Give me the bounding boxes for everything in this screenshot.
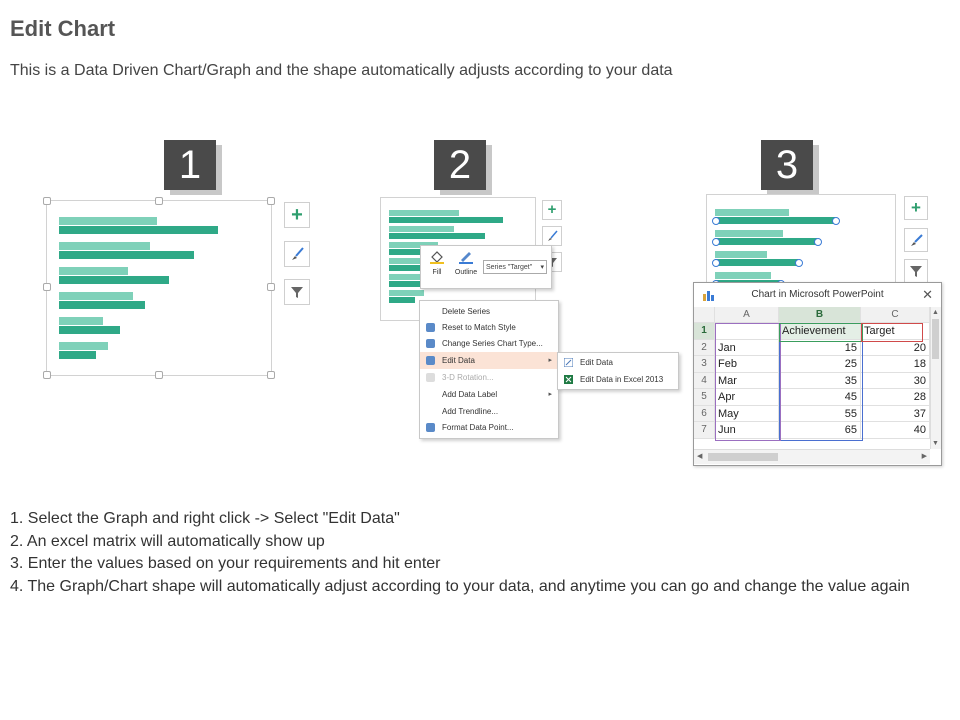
menu-item-format-data-point[interactable] bbox=[420, 419, 558, 436]
chart-styles-button[interactable] bbox=[904, 228, 928, 252]
horizontal-scrollbar[interactable] bbox=[694, 449, 930, 464]
edit-data-submenu bbox=[557, 352, 679, 390]
table-edit-icon bbox=[426, 356, 435, 365]
bar-target[interactable] bbox=[59, 292, 133, 300]
table-cell[interactable]: 37 bbox=[861, 406, 930, 423]
filter-icon bbox=[289, 284, 305, 300]
bar-achievement[interactable] bbox=[389, 217, 503, 223]
row-header[interactable]: 6 bbox=[694, 406, 715, 423]
chart-elements-button[interactable] bbox=[904, 196, 928, 220]
context-menu bbox=[419, 300, 559, 439]
menu-item-label: Reset to Match Style bbox=[442, 323, 516, 332]
menu-item-3-d-rotation bbox=[420, 369, 558, 386]
table-cell[interactable]: 28 bbox=[861, 389, 930, 406]
table-cell[interactable]: 55 bbox=[779, 406, 861, 423]
row-header[interactable]: 7 bbox=[694, 422, 715, 439]
bar-target[interactable] bbox=[59, 317, 103, 325]
vertical-scrollbar[interactable] bbox=[930, 307, 941, 449]
bar-achievement[interactable] bbox=[715, 259, 798, 266]
table-cell[interactable]: 45 bbox=[779, 389, 861, 406]
chart-styles-button[interactable] bbox=[284, 241, 310, 267]
menu-item-delete-series[interactable] bbox=[420, 303, 558, 320]
excel-window bbox=[693, 282, 942, 466]
chevron-right-icon: ▸ bbox=[548, 391, 552, 398]
reset-icon bbox=[426, 323, 435, 332]
menu-item-label: Edit Data bbox=[442, 356, 475, 365]
instructions bbox=[10, 508, 940, 598]
row-header[interactable]: 4 bbox=[694, 373, 715, 390]
table-edit-icon bbox=[564, 358, 573, 367]
chart-panel-1[interactable] bbox=[46, 200, 272, 376]
scroll-thumb[interactable] bbox=[708, 453, 778, 461]
row-header[interactable]: 2 bbox=[694, 340, 715, 357]
paint-bucket-icon bbox=[429, 250, 445, 264]
brush-icon bbox=[909, 233, 923, 247]
chevron-down-icon: ▾ bbox=[540, 264, 544, 271]
selection-marker bbox=[795, 259, 803, 267]
bar-achievement[interactable] bbox=[715, 217, 835, 224]
bar-achievement[interactable] bbox=[59, 226, 218, 234]
menu-item-add-trendline[interactable] bbox=[420, 403, 558, 420]
chart-filters-button[interactable] bbox=[284, 279, 310, 305]
pen-icon bbox=[458, 250, 474, 264]
scroll-down-icon[interactable]: ▼ bbox=[932, 440, 939, 447]
column-header[interactable]: B bbox=[779, 307, 861, 323]
submenu-item-edit-data[interactable] bbox=[558, 354, 678, 371]
menu-item-label: Add Trendline... bbox=[442, 407, 499, 416]
chart-styles-button[interactable] bbox=[542, 226, 562, 246]
corner-cell[interactable] bbox=[694, 307, 715, 323]
selection-marker bbox=[814, 238, 822, 246]
menu-item-edit-data[interactable] bbox=[420, 352, 558, 369]
table-cell[interactable] bbox=[715, 323, 779, 340]
bar-target[interactable] bbox=[715, 230, 783, 237]
bar-target[interactable] bbox=[389, 274, 421, 280]
chart-elements-button[interactable] bbox=[542, 200, 562, 220]
bar-achievement[interactable] bbox=[59, 326, 120, 334]
table-cell[interactable]: 35 bbox=[779, 373, 861, 390]
bar-achievement[interactable] bbox=[389, 233, 485, 239]
table-cell[interactable]: Target bbox=[861, 323, 930, 340]
table-cell[interactable]: 25 bbox=[779, 356, 861, 373]
table-cell[interactable]: 20 bbox=[861, 340, 930, 357]
brush-icon bbox=[546, 230, 558, 242]
scroll-up-icon[interactable]: ▲ bbox=[932, 309, 939, 316]
table-cell[interactable]: 18 bbox=[861, 356, 930, 373]
series-select-value: Series "Target" bbox=[486, 264, 533, 271]
excel-title-bar bbox=[694, 283, 941, 308]
outline-label: Outline bbox=[454, 269, 478, 276]
table-cell[interactable]: Jun bbox=[715, 422, 779, 439]
format-toolbar bbox=[420, 245, 552, 289]
rotation-icon bbox=[426, 373, 435, 382]
table-cell[interactable]: Achievement bbox=[779, 323, 861, 340]
scroll-right-icon[interactable]: ▶ bbox=[921, 453, 927, 460]
page-title: Edit Chart bbox=[10, 16, 116, 41]
fill-button[interactable] bbox=[427, 250, 447, 276]
series-select[interactable] bbox=[483, 260, 547, 274]
plus-icon: + bbox=[911, 198, 921, 217]
menu-item-label: Change Series Chart Type... bbox=[442, 339, 543, 348]
bar-achievement[interactable] bbox=[389, 297, 415, 303]
step-2: 2. An excel matrix will automatically show up bbox=[10, 532, 325, 550]
chevron-right-icon: ▸ bbox=[548, 357, 552, 364]
outline-button[interactable] bbox=[451, 250, 481, 276]
submenu-item-edit-data-excel[interactable] bbox=[558, 371, 678, 388]
step-badge-1: 1 bbox=[164, 140, 216, 190]
bar-target[interactable] bbox=[715, 272, 771, 279]
table-cell[interactable]: 30 bbox=[861, 373, 930, 390]
bar-target[interactable] bbox=[715, 209, 789, 216]
chart-panel-3[interactable] bbox=[706, 194, 896, 296]
submenu-item-label: Edit Data bbox=[580, 358, 613, 367]
chart-filters-button[interactable] bbox=[904, 259, 928, 283]
column-header[interactable]: A bbox=[715, 307, 779, 323]
bar-target[interactable] bbox=[59, 342, 108, 350]
step-4: 4. The Graph/Chart shape will automatically adjust according to your data, and anytime you can go and change the value again bbox=[10, 577, 910, 595]
brush-icon bbox=[289, 246, 305, 262]
row-header[interactable]: 5 bbox=[694, 389, 715, 406]
fill-label: Fill bbox=[432, 269, 442, 276]
table-cell[interactable]: Jan bbox=[715, 340, 779, 357]
table-cell[interactable]: Apr bbox=[715, 389, 779, 406]
step-badge-2: 2 bbox=[434, 140, 486, 190]
bar-target[interactable] bbox=[715, 251, 767, 258]
table-cell[interactable]: May bbox=[715, 406, 779, 423]
close-icon[interactable]: ✕ bbox=[922, 287, 933, 302]
excel-window-title: Chart in Microsoft PowerPoint bbox=[751, 289, 884, 300]
selection-marker bbox=[712, 259, 720, 267]
menu-item-label: Format Data Point... bbox=[442, 423, 514, 432]
scroll-left-icon[interactable]: ◀ bbox=[697, 453, 703, 460]
bar-achievement[interactable] bbox=[59, 251, 194, 259]
bar-target[interactable] bbox=[389, 210, 459, 216]
plus-icon: + bbox=[291, 204, 303, 226]
table-cell[interactable]: 15 bbox=[779, 340, 861, 357]
bar-achievement[interactable] bbox=[59, 276, 169, 284]
menu-item-label: Add Data Label bbox=[442, 390, 498, 399]
bar-target[interactable] bbox=[389, 226, 454, 232]
chart-elements-button[interactable] bbox=[284, 202, 310, 228]
table-cell[interactable]: Mar bbox=[715, 373, 779, 390]
selection-marker bbox=[712, 238, 720, 246]
chart-type-icon bbox=[426, 339, 435, 348]
selection-marker bbox=[712, 217, 720, 225]
table-cell[interactable]: 65 bbox=[779, 422, 861, 439]
bar-target[interactable] bbox=[59, 267, 128, 275]
plus-icon: + bbox=[547, 201, 557, 218]
menu-item-label: Delete Series bbox=[442, 307, 491, 316]
selection-marker bbox=[832, 217, 840, 225]
page-subtitle: This is a Data Driven Chart/Graph and the shape automatically adjusts according to your data bbox=[10, 62, 673, 79]
row-header[interactable]: 3 bbox=[694, 356, 715, 373]
table-cell[interactable]: Feb bbox=[715, 356, 779, 373]
menu-item-add-data-label[interactable] bbox=[420, 386, 558, 403]
step-badge-3: 3 bbox=[761, 140, 813, 190]
filter-icon bbox=[909, 264, 923, 278]
bar-target[interactable] bbox=[389, 290, 424, 296]
excel-icon bbox=[564, 375, 573, 384]
bar-achievement[interactable] bbox=[715, 238, 817, 245]
spreadsheet-grid[interactable] bbox=[694, 307, 930, 449]
scroll-thumb[interactable] bbox=[932, 319, 939, 359]
bar-achievement[interactable] bbox=[59, 351, 96, 359]
bar-target[interactable] bbox=[59, 217, 157, 225]
bar-target[interactable] bbox=[59, 242, 150, 250]
format-icon bbox=[426, 423, 435, 432]
step-3: 3. Enter the values based on your requirements and hit enter bbox=[10, 555, 441, 572]
submenu-item-label: Edit Data in Excel 2013 bbox=[580, 375, 664, 384]
row-header[interactable]: 1 bbox=[694, 323, 715, 340]
column-header[interactable]: C bbox=[861, 307, 930, 323]
menu-item-change-series-chart-type[interactable] bbox=[420, 335, 558, 352]
table-cell[interactable]: 40 bbox=[861, 422, 930, 439]
bar-achievement[interactable] bbox=[59, 301, 145, 309]
menu-item-label: 3-D Rotation... bbox=[442, 373, 494, 382]
step-1: 1. Select the Graph and right click -> Select "Edit Data" bbox=[10, 510, 400, 527]
menu-item-reset-to-match-style[interactable] bbox=[420, 319, 558, 336]
